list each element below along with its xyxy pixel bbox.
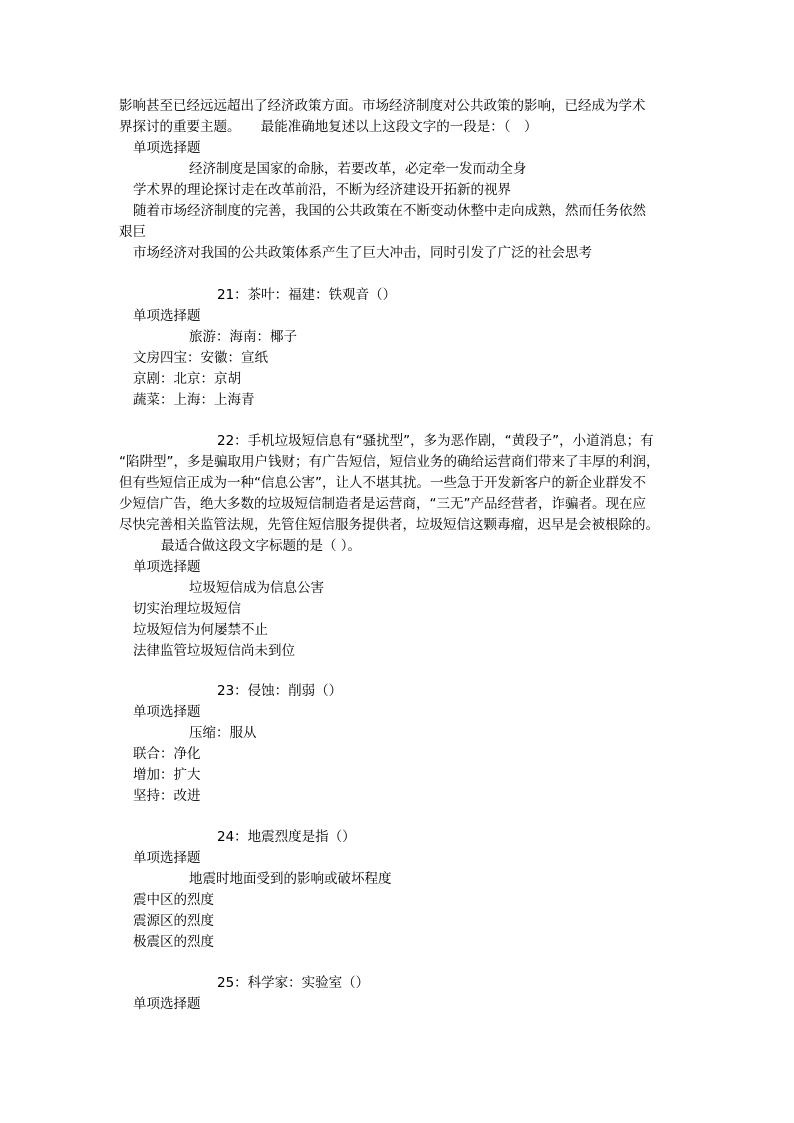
question-type-label: 单项选择题 [133,308,201,324]
question-type-label: 单项选择题 [133,140,201,156]
question-22-stem-line: “陷阱型”，多是骗取用户钱财；有广告短信，短信业务的确给运营商们带来了丰厚的利润， [119,454,660,470]
option-d: 市场经济对我国的公共政策体系产生了巨大冲击，同时引发了广泛的社会思考 [133,245,592,261]
question-text-line: 界探讨的重要主题。 最能准确地复述以上这段文字的一段是：（ ） [119,119,538,135]
question-text-line: 影响甚至已经远远超出了经济政策方面。市场经济制度对公共政策的影响，已经成为学术 [119,98,646,114]
option-c: 垃圾短信为何屡禁不止 [133,622,268,638]
option-d: 蔬菜：上海：上海青 [133,392,255,408]
question-24-stem: 24：地震烈度是指（） [217,829,356,845]
question-22-stem-line: 但有些短信正成为一种“信息公害”，让人不堪其扰。一些急于开发新客户的新企业群发不 [119,475,646,491]
option-c: 震源区的烈度 [133,913,214,929]
option-b: 切实治理垃圾短信 [133,601,241,617]
question-23-stem: 23：侵蚀：削弱（） [217,683,343,699]
question-22-stem-line: 少短信广告，绝大多数的垃圾短信制造者是运营商，“三无”产品经营者，诈骗者。现在应 [119,496,646,512]
question-22-stem-line: 22：手机垃圾短信息有“骚扰型”，多为恶作剧，“黄段子”，小道消息；有 [217,433,654,449]
option-b: 震中区的烈度 [133,892,214,908]
option-d: 坚持：改进 [133,788,201,804]
question-type-label: 单项选择题 [133,996,201,1012]
option-a: 地震时地面受到的影响或破坏程度 [189,871,392,887]
option-d: 法律监管垃圾短信尚未到位 [133,643,295,659]
option-b: 联合：净化 [133,746,201,762]
question-25-stem: 25：科学家：实验室（） [217,975,370,991]
option-c-continued: 艰巨 [119,224,146,240]
question-21-stem: 21：茶叶：福建：铁观音（） [217,287,397,303]
question-type-label: 单项选择题 [133,704,201,720]
option-d: 极震区的烈度 [133,934,214,950]
option-c: 京剧：北京：京胡 [133,371,241,387]
question-22-prompt: 最适合做这段文字标题的是（ ）。 [161,538,362,554]
question-type-label: 单项选择题 [133,559,201,575]
option-b: 文房四宝：安徽：宣纸 [133,350,268,366]
option-a: 经济制度是国家的命脉，若要改革，必定牵一发而动全身 [189,161,527,177]
option-c: 增加：扩大 [133,767,201,783]
question-22-stem-line: 尽快完善相关监管法规，先管住短信服务提供者，垃圾短信这颗毒瘤，迟早是会被根除的。 [119,517,659,533]
option-a: 垃圾短信成为信息公害 [189,580,324,596]
option-a: 压缩：服从 [189,725,257,741]
option-c: 随着市场经济制度的完善，我国的公共政策在不断变动休整中走向成熟，然而任务依然 [133,203,646,219]
option-a: 旅游：海南：椰子 [189,329,297,345]
option-b: 学术界的理论探讨走在改革前沿，不断为经济建设开拓新的视界 [133,182,511,198]
question-type-label: 单项选择题 [133,850,201,866]
